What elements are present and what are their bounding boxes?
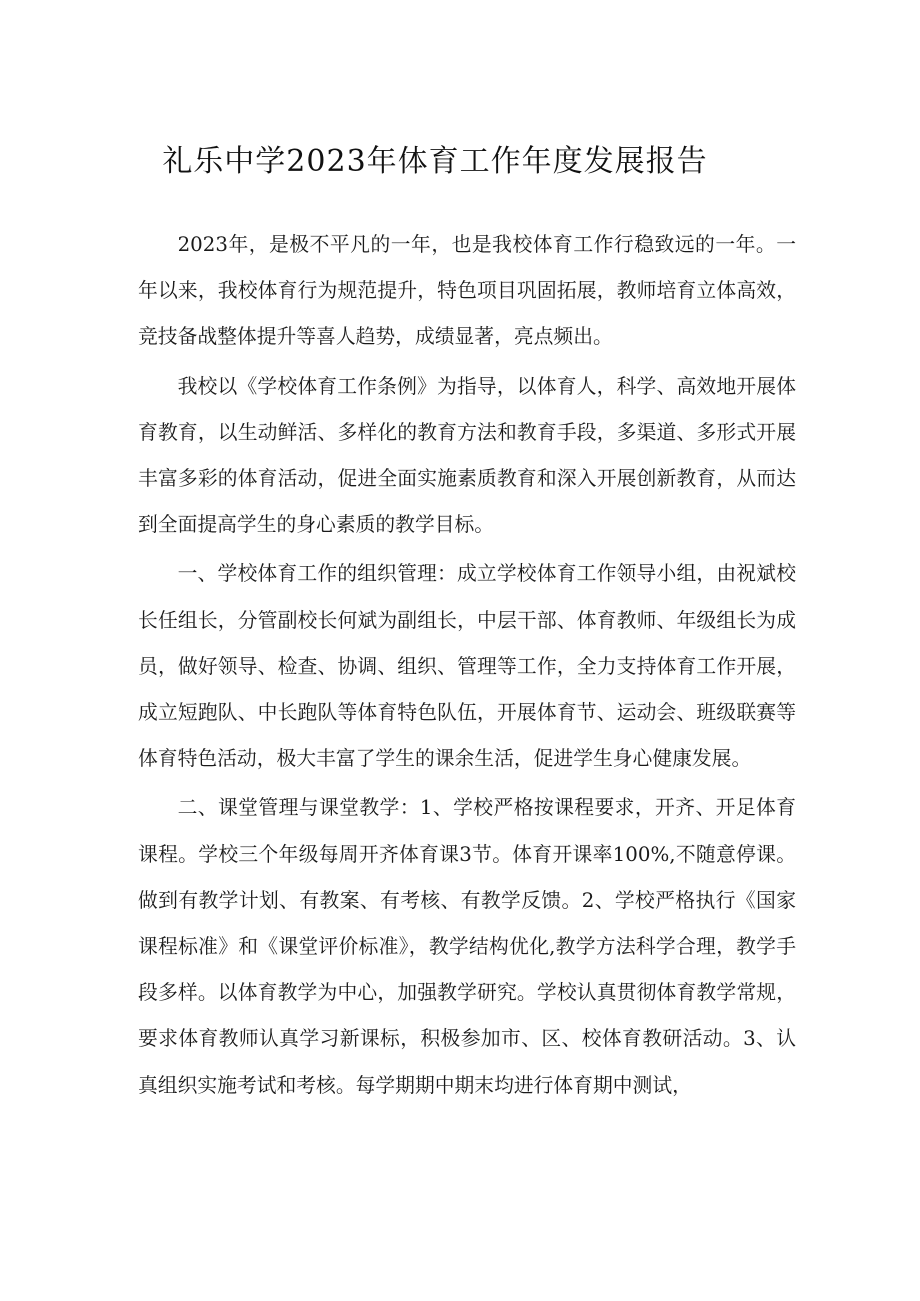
paragraph-organization: 一、学校体育工作的组织管理：成立学校体育工作领导小组，由祝斌校长任组长，分管副校长何斌为副组长，中层干部、体育教师、年级组长为成员，做好领导、检查、协调、组织、管理等工作，全力支持体育工作开展，成立短跑队、中长跑队等体育特色队伍，开展体育节、运动会、班级联赛等体育特色活动，极大丰富了学生的课余生活，促进学生身心健康发展。 <box>138 562 796 771</box>
paragraph-intro: 2023年，是极不平凡的一年，也是我校体育工作行稳致远的一年。一年以来，我校体育行为规范提升，特色项目巩固拓展，教师培育立体高效，竞技备战整体提升等喜人趋势，成绩显著，亮点频出。 <box>138 233 796 349</box>
paragraph-guidance: 我校以《学校体育工作条例》为指导，以体育人，科学、高效地开展体育教育，以生动鲜活、多样化的教育方法和教育手段，多渠道、多形式开展丰富多彩的体育活动，促进全面实施素质教育和深入开展创新教育，从而达到全面提高学生的身心素质的教学目标。 <box>138 374 796 537</box>
paragraph-classroom: 二、课堂管理与课堂教学：1、学校严格按课程要求，开齐、开足体育课程。学校三个年级每周开齐体育课3节。体育开课率100%,不随意停课。做到有教学计划、有教案、有考核、有教学反馈。2、学校严格执行《国家课程标准》和《课堂评价标准》，教学结构优化,教学方法科学合理，教学手段多样。以体育教学为中心，加强教学研究。学校认真贯彻体育教学常规，要求体育教师认真学习新课标，积极参加市、区、校体育教研活动。3、认真组织实施考试和考核。每学期期中期末均进行体育期中测试， <box>138 796 796 1097</box>
document-title: 礼乐中学2023年体育工作年度发展报告 <box>162 144 708 179</box>
document-body <box>138 222 796 1112</box>
